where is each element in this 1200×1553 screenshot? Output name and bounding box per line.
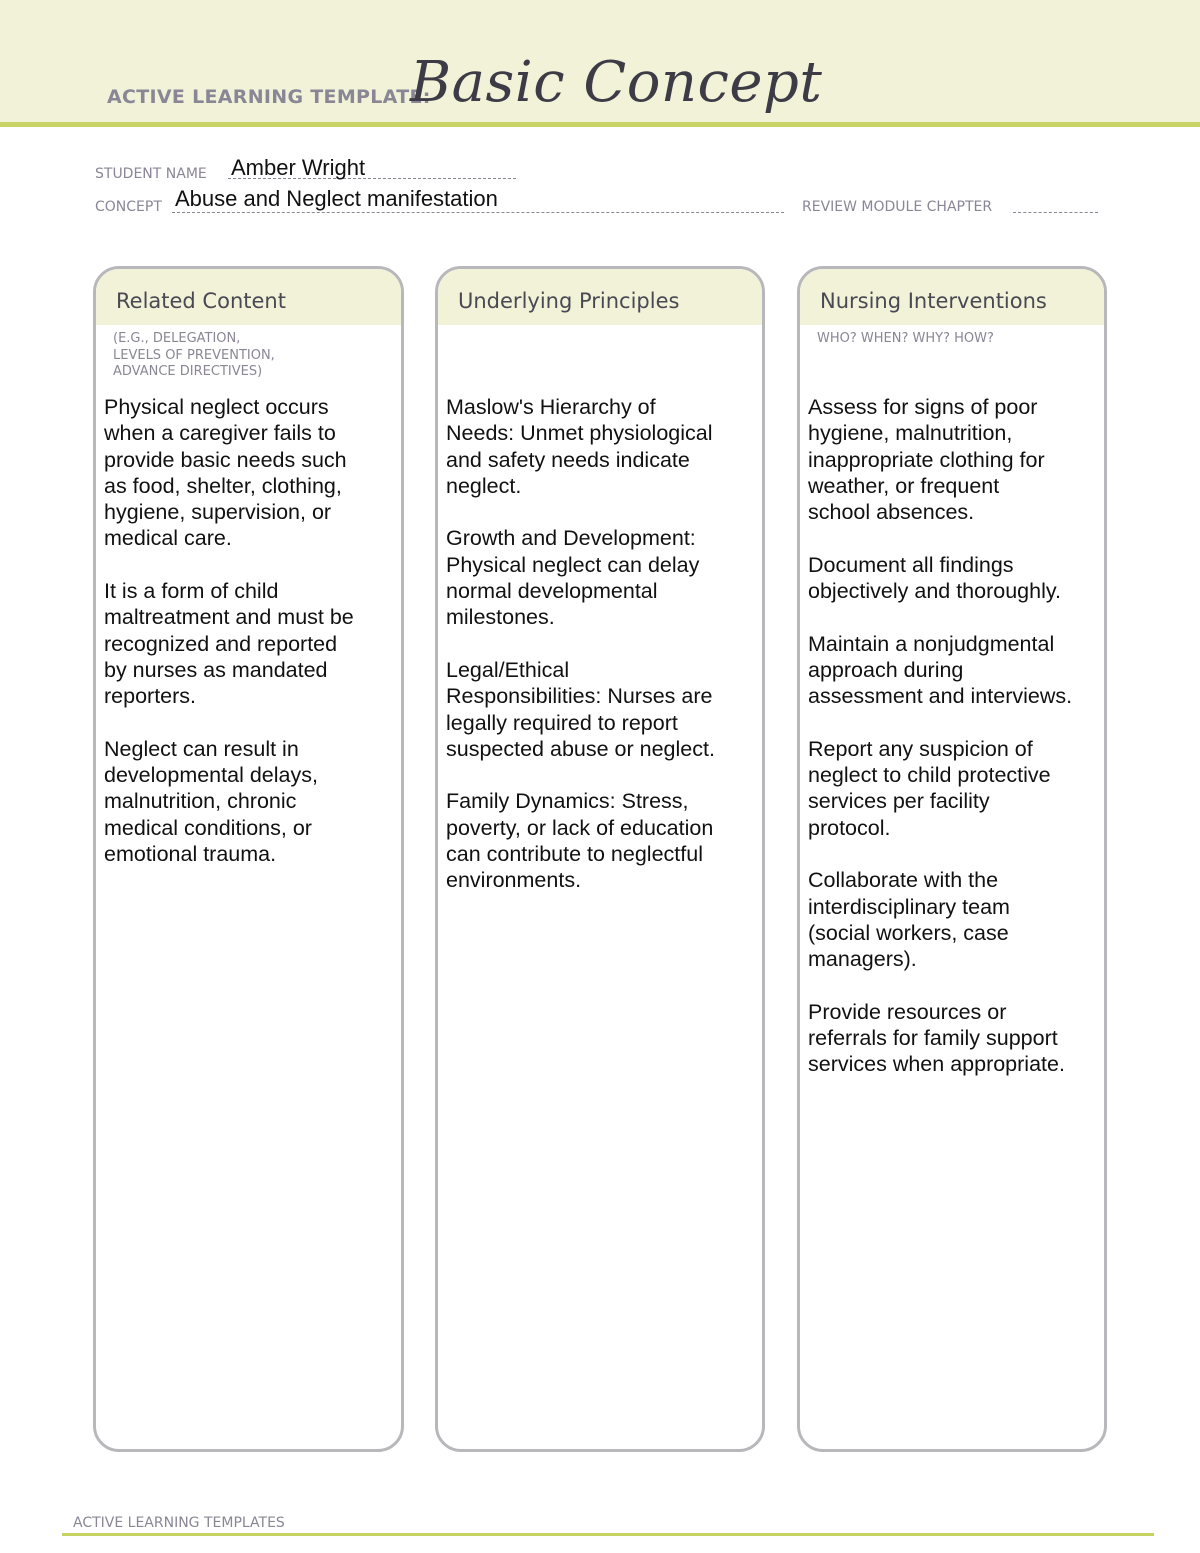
student-name-label: STUDENT NAME: [95, 166, 207, 182]
review-module-line: [1013, 212, 1098, 213]
paragraph: Family Dynamics: Stress, poverty, or lack of education can contribute to neglectful environments.: [446, 789, 714, 893]
card-header: [96, 269, 401, 325]
card-title: Underlying Principles: [458, 289, 680, 313]
header-rule: [0, 122, 1200, 127]
related-content-card: [93, 266, 404, 1452]
nursing-interventions-text[interactable]: [808, 394, 1098, 1104]
card-header: [438, 269, 762, 325]
concept-label: CONCEPT: [95, 199, 162, 215]
card-subtitle: WHO? WHEN? WHY? HOW?: [817, 331, 994, 346]
concept-field[interactable]: Abuse and Neglect manifestation: [175, 186, 498, 211]
paragraph: Physical neglect occurs when a caregiver fails to provide basic needs such as food, shelter, clothing, hygiene, supervision, or medical care.: [104, 395, 347, 551]
page-title: Basic Concept: [410, 50, 823, 115]
concept-line: [172, 212, 784, 213]
paragraph: Legal/Ethical Responsibilities: Nurses are legally required to report suspected abuse or neglect.: [446, 657, 715, 761]
paragraph: Provide resources or referrals for family support services when appropriate.: [808, 999, 1065, 1077]
card-title: Nursing Interventions: [820, 289, 1047, 313]
footer-label: ACTIVE LEARNING TEMPLATES: [73, 1515, 285, 1531]
paragraph: Maslow's Hierarchy of Needs: Unmet physiological and safety needs indicate neglect.: [446, 395, 713, 498]
template-label: ACTIVE LEARNING TEMPLATE:: [107, 86, 431, 108]
nursing-interventions-card: [797, 266, 1107, 1452]
card-title: Related Content: [116, 289, 286, 313]
card-subtitle: (E.G., DELEGATION, LEVELS OF PREVENTION, ADVANCE DIRECTIVES): [113, 331, 275, 379]
paragraph: Neglect can result in developmental delays, malnutrition, chronic medical conditions, or emotional trauma.: [104, 736, 318, 867]
paragraph: It is a form of child maltreatment and must be recognized and reported by nurses as mandated reporters.: [104, 579, 354, 709]
underlying-principles-text[interactable]: [446, 394, 756, 920]
card-header: [800, 269, 1104, 325]
student-name-field[interactable]: Amber Wright: [231, 155, 366, 180]
footer-rule: [62, 1533, 1154, 1536]
review-module-label: REVIEW MODULE CHAPTER: [802, 199, 993, 215]
underlying-principles-card: [435, 266, 765, 1452]
paragraph: Maintain a nonjudgmental approach during assessment and interviews.: [808, 631, 1073, 709]
paragraph: Growth and Development: Physical neglect can delay normal developmental milestones.: [446, 526, 700, 630]
paragraph: Assess for signs of poor hygiene, malnutrition, inappropriate clothing for weather, or frequent school absences.: [808, 395, 1045, 525]
paragraph: Report any suspicion of neglect to child protective services per facility protocol.: [808, 736, 1051, 840]
related-content-text[interactable]: [104, 394, 395, 894]
paragraph: Collaborate with the interdisciplinary team (social workers, case managers).: [808, 868, 1010, 972]
paragraph: Document all findings objectively and thoroughly.: [808, 552, 1061, 604]
